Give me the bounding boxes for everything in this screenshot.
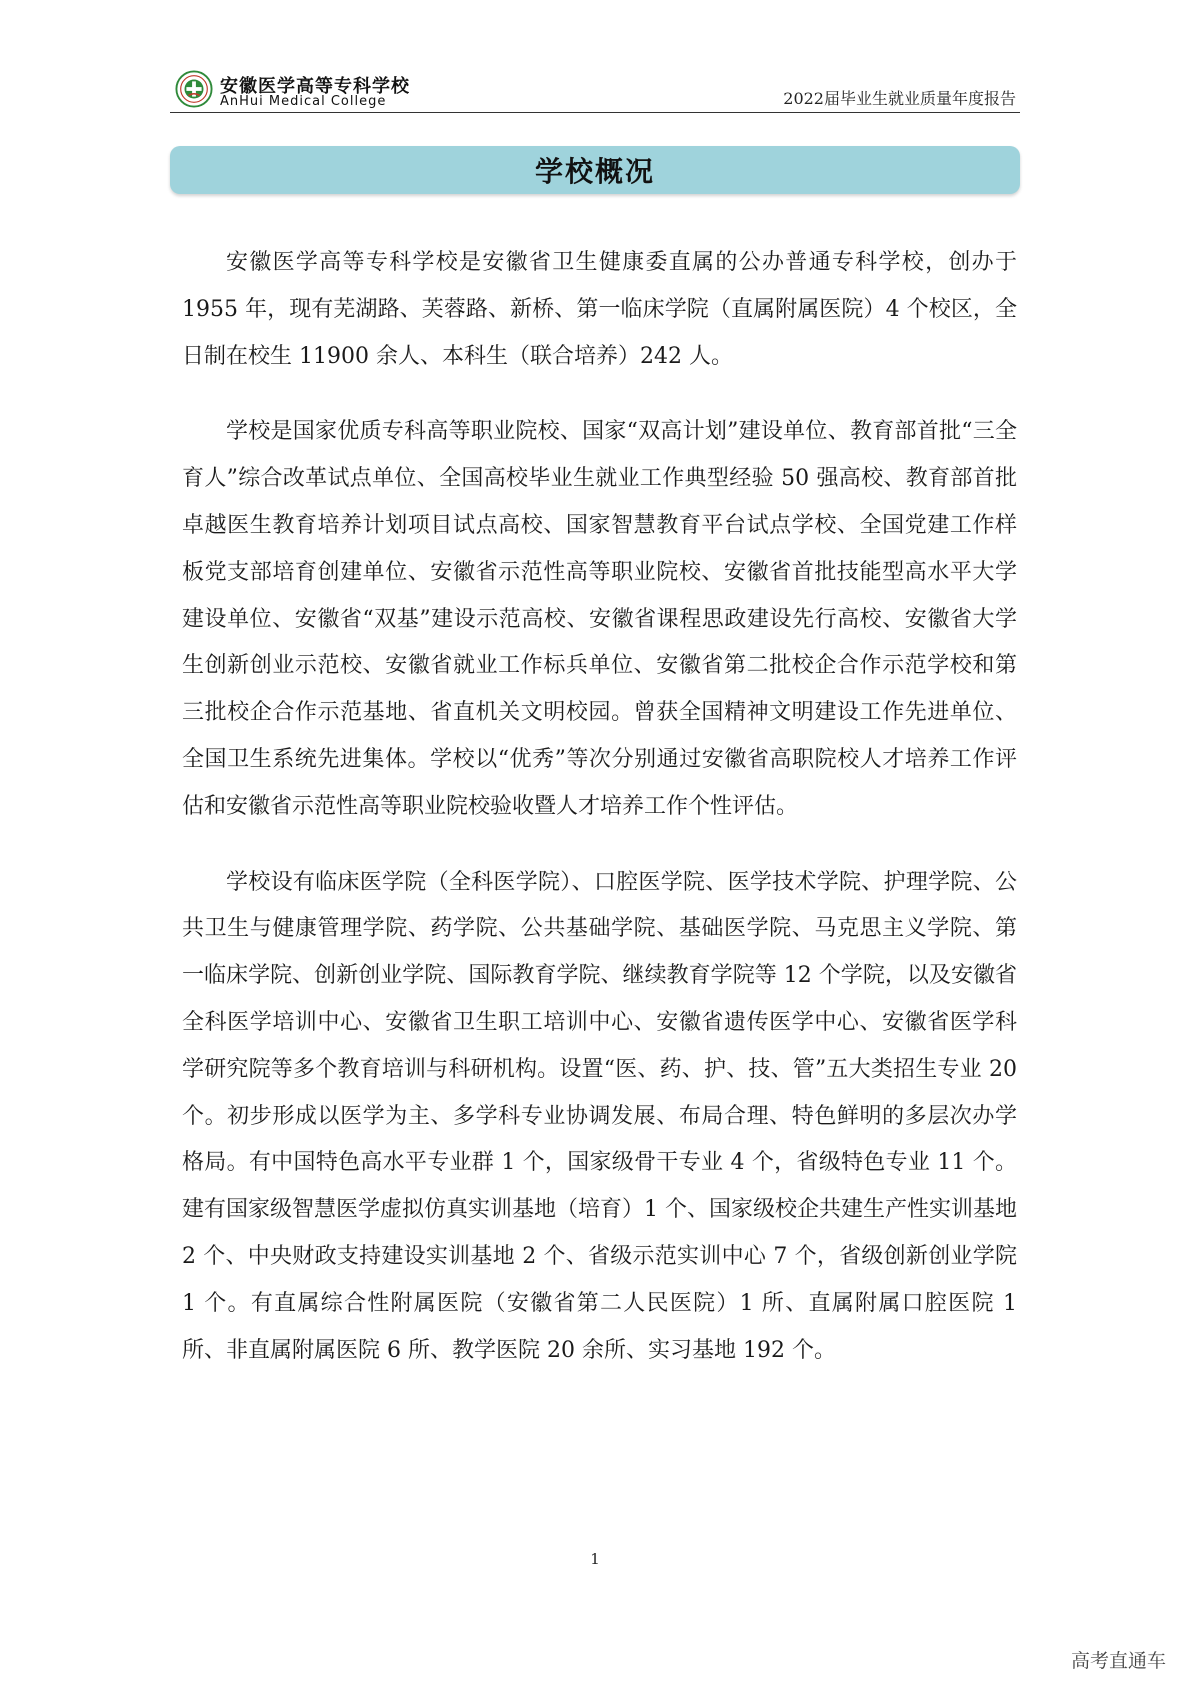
- page-header: [170, 68, 1020, 113]
- paragraph-honors: 学校是国家优质专科高等职业院校、国家“双高计划”建设单位、教育部首批“三全育人”综合改革试点单位、全国高校毕业生就业工作典型经验 50 强高校、教育部首批卓越医生教育培养计划项目试点高校、国家智慧教育平台试点学校、全国党建工作样板党支部培育创建单位、安徽省示范性高等职业院校、安徽省首批技能型高水平大学建设单位、安徽省“双基”建设示范高校、安徽省课程思政建设先行高校、安徽省大学生创新创业示范校、安徽省就业工作标兵单位、安徽省第二批校企合作示范学校和第三批校企合作示范基地、省直机关文明校园。曾获全国精神文明建设工作先进单位、全国卫生系统先进集体。学校以“优秀”等次分别通过安徽省高职院校人才培养工作评估和安徽省示范性高等职业院校验收暨人才培养工作个性评估。: [182, 419, 1017, 819]
- college-logo-icon: [175, 70, 213, 108]
- logo-english-name: AnHui Medical College: [220, 94, 387, 109]
- logo-chinese-name: 安徽医学高等专科学校: [220, 76, 410, 97]
- watermark-text: 高考直通车: [1070, 1650, 1166, 1672]
- body-content: [182, 240, 1017, 1403]
- page-number: 1: [590, 1550, 600, 1568]
- section-title: 学校概况: [534, 155, 655, 188]
- paragraph-overview: 安徽医学高等专科学校是安徽省卫生健康委直属的公办普通专科学校，创办于 1955 年，现有芜湖路、芙蓉路、新桥、第一临床学院（直属附属医院）4 个校区，全日制在校生 11900 余人、本科生（联合培养）242 人。: [182, 250, 1017, 369]
- section-title-banner: [170, 146, 1020, 194]
- paragraph-colleges: 学校设有临床医学院（全科医学院）、口腔医学院、医学技术学院、护理学院、公共卫生与健康管理学院、药学院、公共基础学院、基础医学院、马克思主义学院、第一临床学院、创新创业学院、国际教育学院、继续教育学院等 12 个学院，以及安徽省全科医学培训中心、安徽省卫生职工培训中心、安徽省遗传医学中心、安徽省医学科学研究院等多个教育培训与科研机构。设置“医、药、护、技、管”五大类招生专业 20 个。初步形成以医学为主、多学科专业协调发展、布局合理、特色鲜明的多层次办学格局。有中国特色高水平专业群 1 个，国家级骨干专业 4 个，省级特色专业 11 个。建有国家级智慧医学虚拟仿真实训基地（培育）1 个、国家级校企共建生产性实训基地 2 个、中央财政支持建设实训基地 2 个、省级示范实训中心 7 个，省级创新创业学院 1 个。有直属综合性附属医院（安徽省第二人民医院）1 所、直属附属口腔医院 1 所、非直属附属医院 6 所、教学医院 20 余所、实习基地 192 个。: [182, 869, 1017, 1363]
- report-title: 2022届毕业生就业质量年度报告: [783, 89, 1016, 108]
